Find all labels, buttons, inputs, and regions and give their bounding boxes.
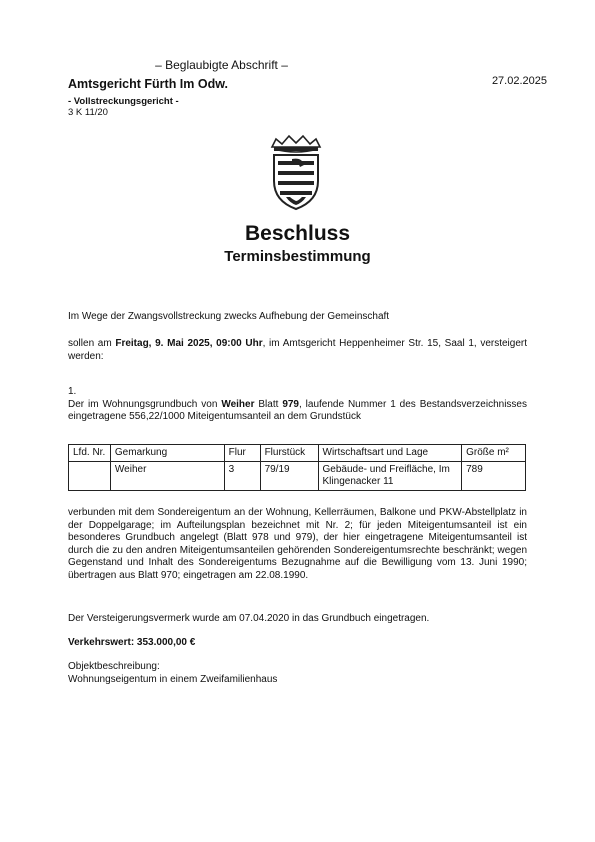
description-paragraph: verbunden mit dem Sondereigentum an der Wohnung, Kellerräumen, Balkone und PKW-Abstellplatz in der Doppelgarage; im Aufteilungsplan bezeichnet mit Nr. 2; für jeden Miteigentumsanteil ist ein besonderes Grundbuch angelegt (Blatt 978 und 979), der hier eingetragene Miteigentumsanteil ist durch die zu den andren Miteigentumsanteilen gehörenden Sondereigentumsrechte beschränkt; wegen Gegenstand und Inhalt des Sondereigentums Bezugnahme auf die Bewilligung vom 13. Juni 1990; übertragen aus Blatt 970; eingetragen am 22.08.1990. xyxy=(68,507,527,581)
item-text-c: , laufende Nummer 1 des Bestandsverzeichnisses eingetragene 556,22/1000 Miteigentumsanteil an dem Grundstück xyxy=(68,398,527,422)
auction-suffix: , im Amtsgericht Heppenheimer Str. 15, Saal 1, versteigert werden: xyxy=(68,338,528,362)
registry-note: Der Versteigerungsvermerk wurde am 07.04.2020 in das Grundbuch eingetragen. xyxy=(68,613,430,624)
object-label: Objektbeschreibung: xyxy=(68,661,160,672)
item-number: 1. xyxy=(68,386,77,397)
hessen-coat-of-arms-icon xyxy=(262,133,330,213)
object-description xyxy=(68,661,527,686)
intro-paragraph: Im Wege der Zwangsvollstreckung zwecks Aufhebung der Gemeinschaft xyxy=(68,311,390,322)
table-cell: 3 xyxy=(224,462,260,491)
auction-prefix: sollen am xyxy=(68,338,116,349)
table-header-row xyxy=(69,445,526,462)
auction-date: Freitag, 9. Mai 2025, 09:00 Uhr xyxy=(115,338,263,349)
column-header: Gemarkung xyxy=(110,445,224,462)
item-blatt: 979 xyxy=(282,398,299,410)
table-cell: Gebäude- und Freifläche, Im Klingenacker 11 xyxy=(318,462,462,491)
item-text-b: Blatt xyxy=(254,398,283,410)
item-text-a: Der im Wohnungsgrundbuch von xyxy=(68,398,222,410)
table-cell xyxy=(69,462,111,491)
item-paragraph xyxy=(68,386,527,424)
table-row xyxy=(69,462,526,491)
table-cell: Weiher xyxy=(110,462,224,491)
market-value: Verkehrswert: 353.000,00 € xyxy=(68,637,196,648)
court-department: - Vollstreckungsgericht - xyxy=(68,96,179,107)
column-header: Flurstück xyxy=(260,445,318,462)
certified-copy-stamp: – Beglaubigte Abschrift – xyxy=(155,58,288,72)
document-date: 27.02.2025 xyxy=(491,75,547,87)
item-gemarkung: Weiher xyxy=(221,398,255,410)
auction-paragraph xyxy=(68,338,527,363)
table-cell: 789 xyxy=(462,462,526,491)
document-subtitle: Terminsbestimmung xyxy=(224,248,371,265)
court-name: Amtsgericht Fürth Im Odw. xyxy=(68,77,228,91)
column-header: Lfd. Nr. xyxy=(69,445,111,462)
property-table xyxy=(68,444,526,491)
table-cell: 79/19 xyxy=(260,462,318,491)
case-number: 3 K 11/20 xyxy=(68,107,108,118)
column-header: Größe m² xyxy=(462,445,526,462)
document-title: Beschluss xyxy=(244,222,351,245)
column-header: Wirtschaftsart und Lage xyxy=(318,445,462,462)
column-header: Flur xyxy=(224,445,260,462)
object-text: Wohnungseigentum in einem Zweifamilienhaus xyxy=(68,673,278,685)
